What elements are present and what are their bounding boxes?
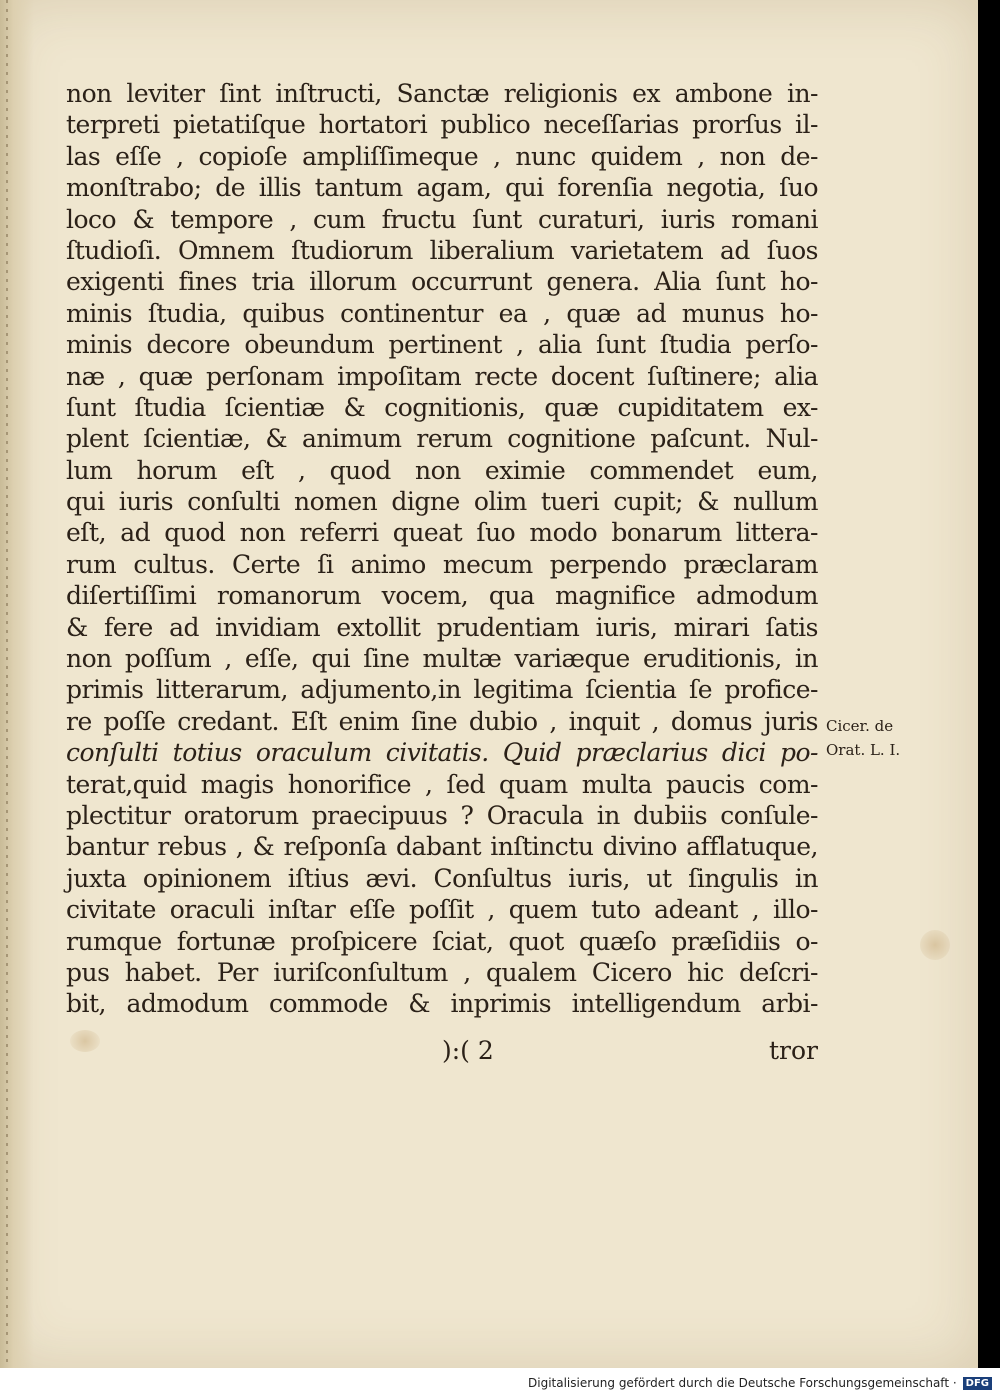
catchword: tror: [769, 1036, 818, 1065]
text-line: lum horum eſt , quod non eximie commendet eum,: [66, 455, 818, 485]
text-line: minis decore obeundum pertinent , alia ſunt ſtudia perſo-: [66, 330, 818, 360]
text-line: bantur rebus , & reſponſa dabant inſtinctu divino afflatuque,: [66, 832, 818, 862]
text-line: rumque fortunæ proſpicere ſciat, quot quæſo præſidiis o-: [66, 926, 818, 956]
margin-note-citation-reference: Orat. L. I.: [826, 741, 901, 759]
paper-stain: [920, 930, 950, 960]
text-line: ſunt ſtudia ſcientiæ & cognitionis, quæ cupiditatem ex-: [66, 392, 818, 422]
text-line: non leviter ſint inſtructi, Sanctæ religionis ex ambone in-: [66, 79, 818, 108]
text-line: las eſſe , copioſe ampliſſimeque , nunc quidem , non de-: [66, 141, 818, 171]
paper-stain: [70, 1030, 100, 1052]
text-line: monſtrabo; de illis tantum agam, qui forenſia negotia, ſuo: [66, 173, 818, 203]
dfg-logo: DFG: [963, 1377, 992, 1390]
footer-credit: Digitalisierung gefördert durch die Deutsche Forschungsgemeinschaft ·: [528, 1376, 957, 1390]
body-text: [66, 78, 818, 1020]
text-line: næ , quæ perſonam impoſitam recte docent ſuſtinere; alia: [66, 361, 818, 391]
scan-background: [978, 0, 1000, 1368]
digitization-footer: [0, 1368, 1000, 1398]
text-line: rum cultus. Certe ſi animo mecum perpendo præclaram: [66, 549, 818, 579]
text-line: qui iuris conſulti nomen digne olim tueri cupit; & nullum: [66, 487, 818, 517]
page-binding-edge: [0, 0, 34, 1368]
text-line: non poſſum , eſſe, qui ſine multæ variæque eruditionis, in: [66, 644, 818, 674]
text-line: eſt, ad quod non referri queat ſuo modo bonarum littera-: [66, 518, 818, 548]
margin-note-citation: Cicer. de: [826, 717, 894, 735]
text-line: bit, admodum commode & inprimis intelligendum arbi-: [66, 989, 818, 1019]
signature-mark: ):( 2: [442, 1036, 494, 1065]
text-line: exigenti fines tria illorum occurrunt genera. Alia ſunt ho-: [66, 267, 818, 297]
text-line: conſulti totius oraculum civitatis. Quid præclarius dici po-: [66, 738, 818, 768]
text-line: plectitur oratorum praecipuus ? Oracula in dubiis conſule-: [66, 800, 818, 830]
text-line: re poſſe credant. Eſt enim ſine dubio , inquit , domus juris: [66, 706, 818, 736]
text-line: civitate oraculi inſtar eſſe poſſit , quem tuto adeant , illo-: [66, 895, 818, 925]
text-line: & fere ad invidiam extollit prudentiam iuris, mirari ſatis: [66, 612, 818, 642]
text-line: loco & tempore , cum fructu ſunt curaturi, iuris romani: [66, 204, 818, 234]
text-line: primis litterarum, adjumento,in legitima ſcientia ſe profice-: [66, 675, 818, 705]
text-line: juxta opinionem iſtius ævi. Conſultus iuris, ut ſingulis in: [66, 863, 818, 893]
text-line: minis ſtudia, quibus continentur ea , quæ ad munus ho-: [66, 298, 818, 328]
text-line: plent ſcientiæ, & animum rerum cognitione paſcunt. Nul-: [66, 424, 818, 454]
text-line: ſtudioſi. Omnem ſtudiorum liberalium varietatem ad ſuos: [66, 235, 818, 265]
text-line: diſertiſſimi romanorum vocem, qua magnifice admodum: [66, 581, 818, 611]
text-line: terat,quid magis honorifice , ſed quam multa paucis com-: [66, 769, 818, 799]
text-line: terpreti pietatiſque hortatori publico neceſſarias prorſus il-: [66, 110, 818, 140]
text-line: pus habet. Per iuriſconſultum , qualem Cicero hic deſcri-: [66, 957, 818, 987]
